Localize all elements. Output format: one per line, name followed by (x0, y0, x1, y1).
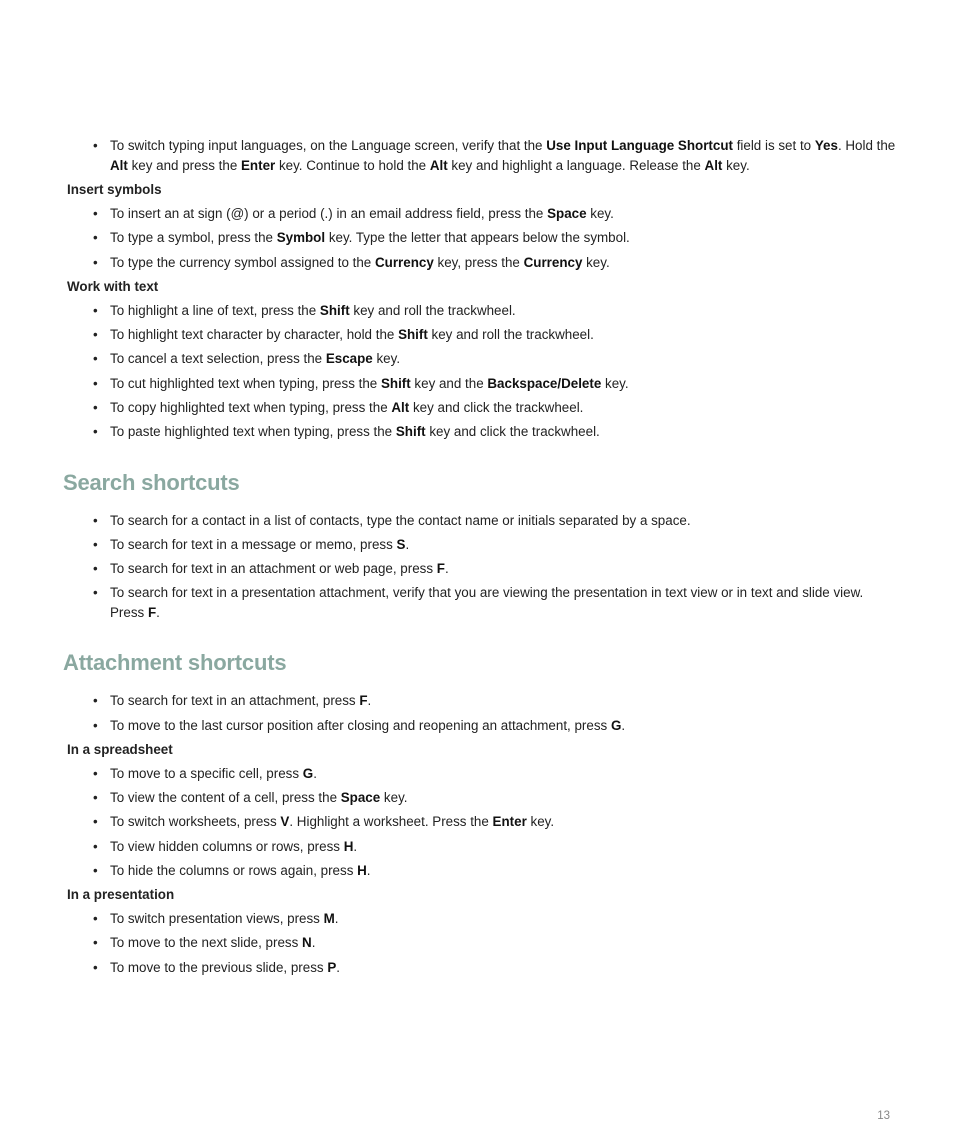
text-run: key. (582, 255, 610, 270)
text-run: To cut highlighted text when typing, press the (110, 376, 381, 391)
list-item (110, 958, 900, 978)
text-run: To view hidden columns or rows, press (110, 839, 344, 854)
list-item (110, 204, 900, 224)
text-run: To switch typing input languages, on the Language screen, verify that the (110, 138, 547, 153)
text-run: key. (601, 376, 629, 391)
text-run: To switch presentation views, press (110, 911, 324, 926)
text-run: To paste highlighted text when typing, press the (110, 424, 396, 439)
text-run: . (444, 561, 449, 576)
text-run: To move to the previous slide, press (110, 960, 328, 975)
text-run: key. (380, 790, 408, 805)
list-item (110, 349, 900, 369)
list-item (110, 909, 900, 929)
key-name: G (610, 718, 622, 733)
text-run: To view the content of a cell, press the (110, 790, 341, 805)
text-run: . (621, 718, 626, 733)
list-item (110, 788, 900, 808)
list-item (110, 812, 900, 832)
key-name: Space (547, 206, 587, 221)
text-run: . (367, 693, 372, 708)
list-item (110, 253, 900, 273)
list-item (110, 422, 900, 442)
key-name: F (147, 605, 157, 620)
text-run: To search for a contact in a list of contacts, type the contact name or initials separated by a space. (110, 513, 691, 528)
text-run: To search for text in an attachment or web page, press (110, 561, 437, 576)
text-run: To hide the columns or rows again, press (110, 863, 358, 878)
key-name: P (327, 960, 337, 975)
key-name: Alt (429, 158, 448, 173)
subheading-insert-symbols: Insert symbols (67, 182, 162, 197)
list-item (110, 136, 900, 176)
key-name: V (280, 814, 290, 829)
text-run: To switch worksheets, press (110, 814, 281, 829)
key-name: Space (340, 790, 381, 805)
subheading-in-a-presentation: In a presentation (67, 887, 175, 902)
subheading-in-a-spreadsheet: In a spreadsheet (67, 742, 173, 757)
key-name: Shift (395, 424, 426, 439)
text-run: To type the currency symbol assigned to the (110, 255, 375, 270)
list-item (110, 933, 900, 953)
text-run: . (405, 537, 410, 552)
list-item (110, 861, 900, 881)
key-name: Backspace/Delete (487, 376, 602, 391)
text-run: To search for text in a message or memo, press (110, 537, 397, 552)
key-name: F (436, 561, 445, 576)
key-name: Symbol (276, 230, 326, 245)
key-name: Escape (325, 351, 373, 366)
list-item (110, 228, 900, 248)
text-run: To search for text in an attachment, press (110, 693, 360, 708)
text-run: To cancel a text selection, press the (110, 351, 326, 366)
text-run: key. (526, 814, 555, 829)
key-name: Enter (241, 158, 276, 173)
text-run: . (334, 911, 339, 926)
key-name: Shift (319, 303, 350, 318)
text-run: . (313, 766, 317, 781)
text-run: . Highlight a worksheet. Press the (289, 814, 493, 829)
section-title-search-shortcuts: Search shortcuts (63, 470, 240, 495)
list-item (110, 837, 900, 857)
key-name: Shift (398, 327, 428, 342)
text-run: To highlight a line of text, press the (110, 303, 320, 318)
text-run: key. (722, 158, 750, 173)
list-item (110, 764, 900, 784)
text-run: . (353, 839, 358, 854)
key-name: Enter (492, 814, 527, 829)
key-name: H (343, 839, 354, 854)
text-run: key and the (410, 376, 488, 391)
text-run: . (336, 960, 341, 975)
key-name: S (396, 537, 406, 552)
subheading-work-with-text: Work with text (67, 279, 159, 294)
text-run: key and press the (127, 158, 241, 173)
text-run: To type a symbol, press the (110, 230, 277, 245)
text-run: To copy highlighted text when typing, press the (110, 400, 392, 415)
text-run: key and roll the trackwheel. (427, 327, 594, 342)
text-run: key. (372, 351, 401, 366)
list-item (110, 398, 900, 418)
text-run: key. (586, 206, 614, 221)
text-run: To move to the last cursor position after closing and reopening an attachment, press (110, 718, 611, 733)
page-number: 13 (877, 1110, 890, 1122)
list-item (110, 325, 900, 345)
text-run: To move to the next slide, press (110, 935, 303, 950)
text-run: key and roll the trackwheel. (349, 303, 516, 318)
list-item (110, 559, 900, 579)
list-item (110, 691, 900, 711)
key-name: Alt (391, 400, 410, 415)
text-run: key and highlight a language. Release the (447, 158, 705, 173)
key-name: M (323, 911, 335, 926)
list-item (110, 374, 900, 394)
text-run: key. Continue to hold the (275, 158, 430, 173)
key-name: H (357, 863, 367, 878)
key-name: Currency (523, 255, 583, 270)
key-name: Alt (110, 158, 128, 173)
list-item (110, 301, 900, 321)
key-name: Use Input Language Shortcut (546, 138, 733, 153)
section-title-attachment-shortcuts: Attachment shortcuts (63, 650, 287, 675)
text-run: key, press the (433, 255, 524, 270)
text-run: . Hold the (837, 138, 896, 153)
text-run: To search for text in a presentation attachment, verify that you are viewing the presentation in text view or in text and slide view. Press (110, 585, 864, 620)
key-name: N (302, 935, 312, 950)
text-run: . (311, 935, 316, 950)
text-run: . (156, 605, 160, 620)
text-run: To move to a specific cell, press (110, 766, 303, 781)
text-run: To insert an at sign (@) or a period (.) in an email address field, press the (110, 206, 548, 221)
key-name: Currency (374, 255, 434, 270)
list-item (110, 716, 900, 736)
key-name: Shift (380, 376, 411, 391)
key-name: Yes (814, 138, 838, 153)
text-run: key and click the trackwheel. (425, 424, 600, 439)
key-name: F (359, 693, 368, 708)
text-run: key. Type the letter that appears below the symbol. (325, 230, 630, 245)
text-run: key and click the trackwheel. (409, 400, 584, 415)
list-item (110, 511, 900, 531)
list-item (110, 583, 900, 623)
list-item (110, 535, 900, 555)
key-name: G (302, 766, 314, 781)
text-run: . (366, 863, 371, 878)
text-run: field is set to (732, 138, 815, 153)
key-name: Alt (704, 158, 723, 173)
text-run: To highlight text character by character, hold the (110, 327, 399, 342)
